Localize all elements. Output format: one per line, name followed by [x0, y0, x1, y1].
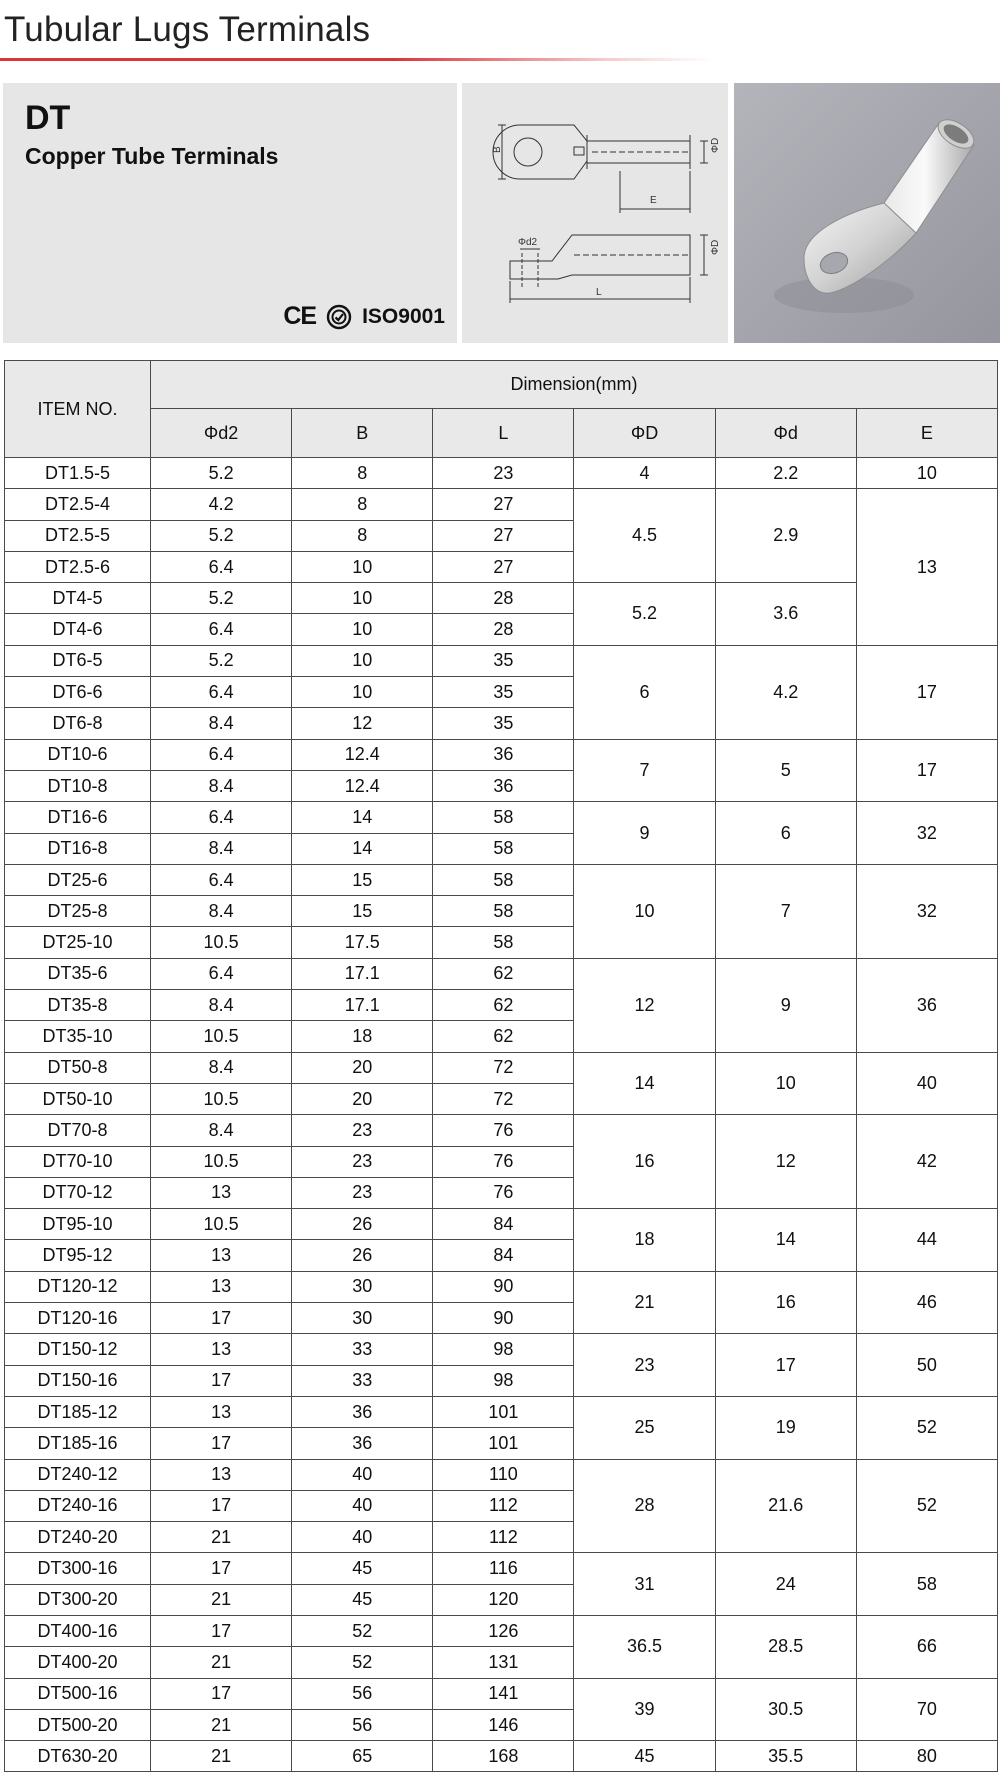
d2-cell: 21 [151, 1709, 292, 1740]
item-no-cell: DT185-12 [5, 1396, 151, 1427]
e-cell: 17 [856, 739, 997, 802]
product-name: Copper Tube Terminals [25, 143, 279, 169]
outer-d-cell: 5.2 [574, 583, 715, 646]
outer-d-cell: 21 [574, 1271, 715, 1334]
drawing-label-l: L [596, 287, 602, 298]
column-header-b: B [292, 409, 433, 458]
quality-seal-icon [326, 304, 352, 330]
table-row [5, 1615, 998, 1646]
inner-d-cell: 21.6 [715, 1459, 856, 1553]
drawing-label-d-top: ΦD [710, 137, 721, 153]
l-cell: 126 [433, 1615, 574, 1646]
outer-d-cell: 25 [574, 1396, 715, 1459]
inner-d-cell: 14 [715, 1209, 856, 1272]
b-cell: 12.4 [292, 739, 433, 770]
b-cell: 30 [292, 1303, 433, 1334]
l-cell: 58 [433, 802, 574, 833]
d2-cell: 17 [151, 1428, 292, 1459]
d2-cell: 6.4 [151, 614, 292, 645]
table-row [5, 1678, 998, 1709]
b-cell: 36 [292, 1396, 433, 1427]
column-header-d2: Φd2 [151, 409, 292, 458]
l-cell: 35 [433, 645, 574, 676]
product-photo-panel [734, 83, 1000, 343]
item-no-cell: DT16-6 [5, 802, 151, 833]
item-no-cell: DT2.5-4 [5, 489, 151, 520]
outer-d-cell: 36.5 [574, 1615, 715, 1678]
d2-cell: 10.5 [151, 1146, 292, 1177]
l-cell: 90 [433, 1271, 574, 1302]
outer-d-cell: 39 [574, 1678, 715, 1741]
outer-d-cell: 28 [574, 1459, 715, 1553]
item-no-cell: DT500-16 [5, 1678, 151, 1709]
spec-table [4, 360, 998, 1772]
l-cell: 62 [433, 958, 574, 989]
l-cell: 58 [433, 927, 574, 958]
header-row-group [5, 361, 998, 409]
outer-d-cell: 9 [574, 802, 715, 865]
item-no-cell: DT4-5 [5, 583, 151, 614]
inner-d-cell: 17 [715, 1334, 856, 1397]
b-cell: 18 [292, 1021, 433, 1052]
b-cell: 56 [292, 1709, 433, 1740]
inner-d-cell: 24 [715, 1553, 856, 1616]
b-cell: 45 [292, 1553, 433, 1584]
e-cell: 36 [856, 958, 997, 1052]
drawing-label-e: E [650, 195, 657, 206]
ce-mark: CE [283, 302, 317, 330]
b-cell: 10 [292, 677, 433, 708]
item-no-cell: DT120-16 [5, 1303, 151, 1334]
b-cell: 20 [292, 1083, 433, 1114]
item-no-cell: DT10-6 [5, 739, 151, 770]
dimension-group-header: Dimension(mm) [151, 361, 998, 409]
b-cell: 17.1 [292, 990, 433, 1021]
b-cell: 17.1 [292, 958, 433, 989]
table-row [5, 1052, 998, 1083]
b-cell: 36 [292, 1428, 433, 1459]
inner-d-cell: 19 [715, 1396, 856, 1459]
item-no-cell: DT25-8 [5, 896, 151, 927]
e-cell: 17 [856, 645, 997, 739]
item-no-cell: DT4-6 [5, 614, 151, 645]
l-cell: 98 [433, 1365, 574, 1396]
d2-cell: 17 [151, 1365, 292, 1396]
certification-marks [283, 302, 445, 331]
table-row [5, 1209, 998, 1240]
item-no-cell: DT240-16 [5, 1490, 151, 1521]
table-row [5, 583, 998, 614]
inner-d-cell: 2.2 [715, 458, 856, 489]
b-cell: 56 [292, 1678, 433, 1709]
inner-d-cell: 7 [715, 864, 856, 958]
table-row [5, 864, 998, 895]
b-cell: 8 [292, 458, 433, 489]
table-row [5, 1741, 998, 1772]
inner-d-cell: 2.9 [715, 489, 856, 583]
d2-cell: 8.4 [151, 708, 292, 739]
inner-d-cell: 5 [715, 739, 856, 802]
d2-cell: 8.4 [151, 770, 292, 801]
e-cell: 70 [856, 1678, 997, 1741]
d2-cell: 10.5 [151, 1021, 292, 1052]
product-code: DT [25, 99, 71, 137]
item-no-cell: DT35-8 [5, 990, 151, 1021]
outer-d-cell: 45 [574, 1741, 715, 1772]
l-cell: 72 [433, 1083, 574, 1114]
b-cell: 17.5 [292, 927, 433, 958]
b-cell: 14 [292, 802, 433, 833]
d2-cell: 13 [151, 1271, 292, 1302]
l-cell: 23 [433, 458, 574, 489]
d2-cell: 5.2 [151, 583, 292, 614]
table-row [5, 1334, 998, 1365]
table-row [5, 1459, 998, 1490]
inner-d-cell: 10 [715, 1052, 856, 1115]
b-cell: 52 [292, 1615, 433, 1646]
d2-cell: 8.4 [151, 1115, 292, 1146]
item-no-cell: DT95-12 [5, 1240, 151, 1271]
outer-d-cell: 14 [574, 1052, 715, 1115]
column-header-e: E [856, 409, 997, 458]
d2-cell: 5.2 [151, 645, 292, 676]
outer-d-cell: 18 [574, 1209, 715, 1272]
inner-d-cell: 9 [715, 958, 856, 1052]
l-cell: 76 [433, 1146, 574, 1177]
item-no-cell: DT120-12 [5, 1271, 151, 1302]
d2-cell: 10.5 [151, 927, 292, 958]
d2-cell: 6.4 [151, 551, 292, 582]
e-cell: 50 [856, 1334, 997, 1397]
l-cell: 72 [433, 1052, 574, 1083]
d2-cell: 13 [151, 1240, 292, 1271]
l-cell: 112 [433, 1490, 574, 1521]
d2-cell: 17 [151, 1615, 292, 1646]
lug-dimension-drawing [462, 83, 728, 343]
item-no-cell: DT50-10 [5, 1083, 151, 1114]
d2-cell: 21 [151, 1584, 292, 1615]
b-cell: 26 [292, 1240, 433, 1271]
table-row [5, 802, 998, 833]
l-cell: 35 [433, 677, 574, 708]
l-cell: 36 [433, 739, 574, 770]
e-cell: 32 [856, 802, 997, 865]
inner-d-cell: 3.6 [715, 583, 856, 646]
b-cell: 15 [292, 864, 433, 895]
table-row [5, 1396, 998, 1427]
l-cell: 27 [433, 489, 574, 520]
b-cell: 30 [292, 1271, 433, 1302]
l-cell: 116 [433, 1553, 574, 1584]
d2-cell: 17 [151, 1553, 292, 1584]
b-cell: 10 [292, 645, 433, 676]
table-row [5, 739, 998, 770]
l-cell: 76 [433, 1177, 574, 1208]
e-cell: 13 [856, 489, 997, 645]
item-no-cell: DT150-16 [5, 1365, 151, 1396]
item-no-cell: DT95-10 [5, 1209, 151, 1240]
outer-d-cell: 31 [574, 1553, 715, 1616]
outer-d-cell: 12 [574, 958, 715, 1052]
b-cell: 10 [292, 614, 433, 645]
table-row [5, 1553, 998, 1584]
l-cell: 27 [433, 520, 574, 551]
e-cell: 44 [856, 1209, 997, 1272]
l-cell: 110 [433, 1459, 574, 1490]
l-cell: 76 [433, 1115, 574, 1146]
item-no-cell: DT70-12 [5, 1177, 151, 1208]
b-cell: 10 [292, 583, 433, 614]
item-no-cell: DT500-20 [5, 1709, 151, 1740]
item-no-cell: DT6-5 [5, 645, 151, 676]
l-cell: 112 [433, 1522, 574, 1553]
item-no-cell: DT300-16 [5, 1553, 151, 1584]
d2-cell: 8.4 [151, 896, 292, 927]
item-no-cell: DT70-8 [5, 1115, 151, 1146]
l-cell: 120 [433, 1584, 574, 1615]
e-cell: 52 [856, 1396, 997, 1459]
d2-cell: 13 [151, 1396, 292, 1427]
e-cell: 80 [856, 1741, 997, 1772]
item-no-cell: DT240-20 [5, 1522, 151, 1553]
l-cell: 28 [433, 583, 574, 614]
outer-d-cell: 16 [574, 1115, 715, 1209]
b-cell: 33 [292, 1365, 433, 1396]
l-cell: 27 [433, 551, 574, 582]
column-header-inner-d: Φd [715, 409, 856, 458]
title-underline [0, 58, 715, 61]
l-cell: 28 [433, 614, 574, 645]
d2-cell: 13 [151, 1177, 292, 1208]
b-cell: 12.4 [292, 770, 433, 801]
inner-d-cell: 6 [715, 802, 856, 865]
d2-cell: 6.4 [151, 958, 292, 989]
item-no-cell: DT50-8 [5, 1052, 151, 1083]
d2-cell: 4.2 [151, 489, 292, 520]
item-no-header: ITEM NO. [5, 361, 151, 458]
l-cell: 141 [433, 1678, 574, 1709]
e-cell: 10 [856, 458, 997, 489]
d2-cell: 6.4 [151, 739, 292, 770]
table-row [5, 489, 998, 520]
d2-cell: 17 [151, 1303, 292, 1334]
b-cell: 12 [292, 708, 433, 739]
l-cell: 62 [433, 1021, 574, 1052]
d2-cell: 17 [151, 1490, 292, 1521]
b-cell: 33 [292, 1334, 433, 1365]
d2-cell: 13 [151, 1334, 292, 1365]
item-no-cell: DT25-6 [5, 864, 151, 895]
table-row [5, 1115, 998, 1146]
l-cell: 84 [433, 1240, 574, 1271]
d2-cell: 8.4 [151, 1052, 292, 1083]
iso-label: ISO9001 [362, 304, 445, 328]
l-cell: 90 [433, 1303, 574, 1334]
outer-d-cell: 4.5 [574, 489, 715, 583]
header-row-columns [5, 409, 998, 458]
spec-table-body [5, 458, 998, 1772]
product-info-panel [3, 83, 457, 343]
inner-d-cell: 16 [715, 1271, 856, 1334]
page-title: Tubular Lugs Terminals [4, 10, 371, 49]
b-cell: 15 [292, 896, 433, 927]
l-cell: 131 [433, 1647, 574, 1678]
table-row [5, 958, 998, 989]
inner-d-cell: 4.2 [715, 645, 856, 739]
d2-cell: 21 [151, 1741, 292, 1772]
d2-cell: 21 [151, 1522, 292, 1553]
d2-cell: 8.4 [151, 990, 292, 1021]
item-no-cell: DT630-20 [5, 1741, 151, 1772]
d2-cell: 21 [151, 1647, 292, 1678]
column-header-l: L [433, 409, 574, 458]
item-no-cell: DT300-20 [5, 1584, 151, 1615]
e-cell: 66 [856, 1615, 997, 1678]
outer-d-cell: 23 [574, 1334, 715, 1397]
l-cell: 84 [433, 1209, 574, 1240]
item-no-cell: DT2.5-5 [5, 520, 151, 551]
table-row [5, 645, 998, 676]
b-cell: 40 [292, 1522, 433, 1553]
b-cell: 8 [292, 520, 433, 551]
d2-cell: 5.2 [151, 520, 292, 551]
b-cell: 23 [292, 1146, 433, 1177]
e-cell: 52 [856, 1459, 997, 1553]
l-cell: 101 [433, 1396, 574, 1427]
item-no-cell: DT10-8 [5, 770, 151, 801]
outer-d-cell: 10 [574, 864, 715, 958]
b-cell: 65 [292, 1741, 433, 1772]
inner-d-cell: 28.5 [715, 1615, 856, 1678]
inner-d-cell: 30.5 [715, 1678, 856, 1741]
b-cell: 20 [292, 1052, 433, 1083]
d2-cell: 10.5 [151, 1083, 292, 1114]
d2-cell: 6.4 [151, 677, 292, 708]
l-cell: 98 [433, 1334, 574, 1365]
outer-d-cell: 4 [574, 458, 715, 489]
drawing-label-d-side: ΦD [710, 239, 721, 255]
item-no-cell: DT400-16 [5, 1615, 151, 1646]
d2-cell: 10.5 [151, 1209, 292, 1240]
l-cell: 58 [433, 896, 574, 927]
item-no-cell: DT185-16 [5, 1428, 151, 1459]
table-row [5, 1271, 998, 1302]
d2-cell: 6.4 [151, 802, 292, 833]
b-cell: 10 [292, 551, 433, 582]
e-cell: 46 [856, 1271, 997, 1334]
item-no-cell: DT35-10 [5, 1021, 151, 1052]
e-cell: 32 [856, 864, 997, 958]
inner-d-cell: 35.5 [715, 1741, 856, 1772]
b-cell: 40 [292, 1490, 433, 1521]
l-cell: 101 [433, 1428, 574, 1459]
copper-lug-photo [734, 83, 1000, 343]
b-cell: 23 [292, 1177, 433, 1208]
technical-drawing-panel [462, 83, 728, 343]
b-cell: 14 [292, 833, 433, 864]
item-no-cell: DT400-20 [5, 1647, 151, 1678]
item-no-cell: DT25-10 [5, 927, 151, 958]
l-cell: 35 [433, 708, 574, 739]
item-no-cell: DT35-6 [5, 958, 151, 989]
drawing-label-b: B [492, 146, 503, 153]
l-cell: 146 [433, 1709, 574, 1740]
item-no-cell: DT240-12 [5, 1459, 151, 1490]
d2-cell: 13 [151, 1459, 292, 1490]
item-no-cell: DT150-12 [5, 1334, 151, 1365]
l-cell: 62 [433, 990, 574, 1021]
item-no-cell: DT70-10 [5, 1146, 151, 1177]
item-no-cell: DT6-6 [5, 677, 151, 708]
b-cell: 8 [292, 489, 433, 520]
l-cell: 58 [433, 833, 574, 864]
e-cell: 58 [856, 1553, 997, 1616]
e-cell: 40 [856, 1052, 997, 1115]
b-cell: 52 [292, 1647, 433, 1678]
item-no-cell: DT1.5-5 [5, 458, 151, 489]
item-no-cell: DT2.5-6 [5, 551, 151, 582]
l-cell: 168 [433, 1741, 574, 1772]
outer-d-cell: 7 [574, 739, 715, 802]
d2-cell: 5.2 [151, 458, 292, 489]
e-cell: 42 [856, 1115, 997, 1209]
inner-d-cell: 12 [715, 1115, 856, 1209]
item-no-cell: DT6-8 [5, 708, 151, 739]
table-row [5, 458, 998, 489]
d2-cell: 8.4 [151, 833, 292, 864]
b-cell: 26 [292, 1209, 433, 1240]
d2-cell: 17 [151, 1678, 292, 1709]
b-cell: 45 [292, 1584, 433, 1615]
column-header-outer-d: ΦD [574, 409, 715, 458]
drawing-label-d2: Φd2 [518, 237, 538, 248]
item-no-cell: DT16-8 [5, 833, 151, 864]
l-cell: 36 [433, 770, 574, 801]
outer-d-cell: 6 [574, 645, 715, 739]
b-cell: 23 [292, 1115, 433, 1146]
b-cell: 40 [292, 1459, 433, 1490]
d2-cell: 6.4 [151, 864, 292, 895]
l-cell: 58 [433, 864, 574, 895]
